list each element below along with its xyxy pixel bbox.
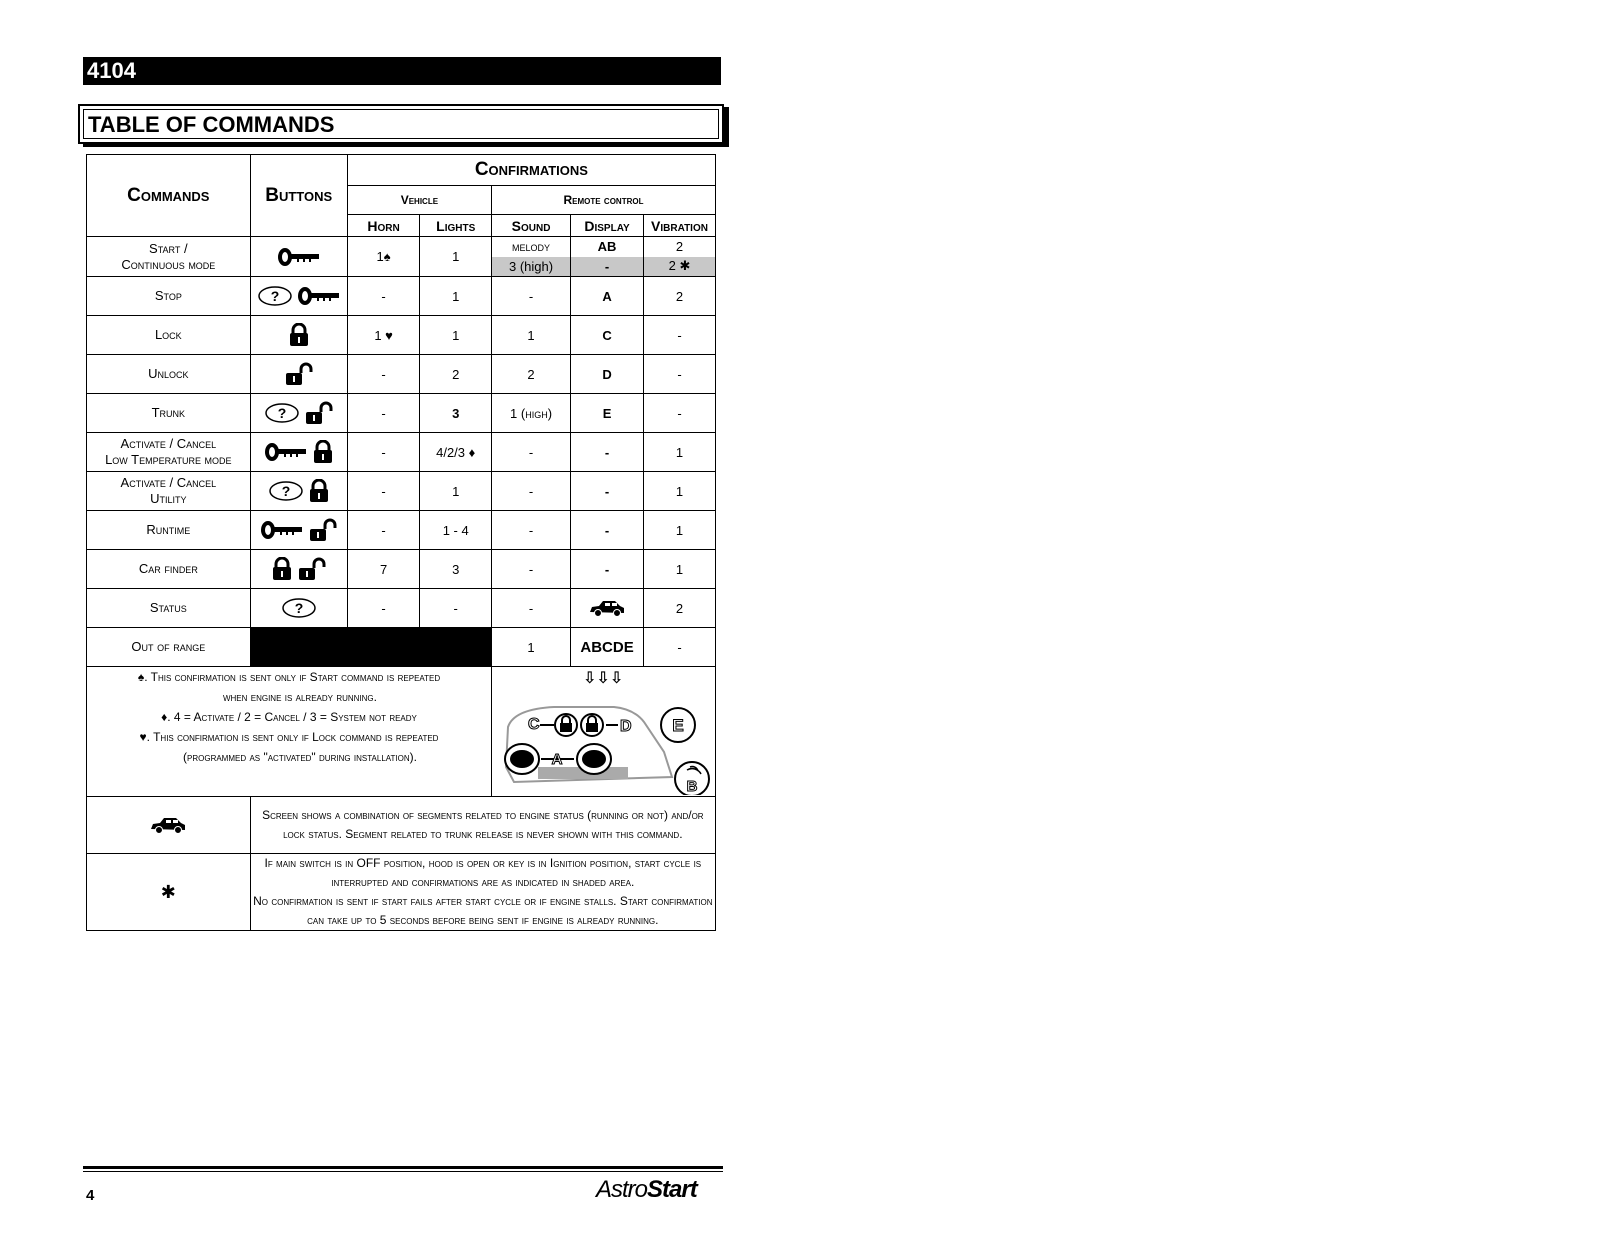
command-name: Unlock xyxy=(87,355,251,394)
key-icon xyxy=(260,520,304,540)
command-name-line2: Continuous mode xyxy=(121,256,216,272)
sound-cell xyxy=(491,237,570,277)
sound-cell: 1 (high) xyxy=(491,394,570,433)
horn-cell: - xyxy=(347,433,420,472)
command-cell xyxy=(87,433,251,472)
sound-cell: - xyxy=(491,433,570,472)
horn-cell: - xyxy=(347,355,420,394)
segment-label-c: C xyxy=(528,716,541,733)
command-cell xyxy=(87,472,251,511)
lights-cell: 2 xyxy=(420,355,492,394)
header-confirmations: Confirmations xyxy=(347,155,715,186)
buttons-cell xyxy=(250,511,347,550)
note-diamond: ♦. 4 = Activate / 2 = Cancel / 3 = System not ready xyxy=(161,710,417,724)
table-row xyxy=(87,355,716,394)
svg-text:?: ? xyxy=(277,405,287,421)
sound-cell: 1 xyxy=(491,316,570,355)
page-title: TABLE OF COMMANDS xyxy=(83,109,719,139)
command-name: Lock xyxy=(87,316,251,355)
display-value-shaded: - xyxy=(571,257,643,277)
notes-row xyxy=(87,667,716,797)
table-row xyxy=(87,628,716,667)
lock-icon xyxy=(271,557,293,581)
notes-cell xyxy=(87,667,492,797)
display-cell: C xyxy=(571,316,644,355)
sound-cell: - xyxy=(491,589,570,628)
display-cell: - xyxy=(571,511,644,550)
vibration-value: 2 xyxy=(675,239,684,255)
vibration-cell: - xyxy=(644,316,716,355)
header-display: Display xyxy=(571,215,644,237)
command-name-line2: Utility xyxy=(150,491,187,506)
brand-logo-part2: Start xyxy=(647,1176,697,1203)
sound-value-shaded: 3 (high) xyxy=(492,257,570,277)
key-icon xyxy=(277,247,321,267)
lights-cell: 3 xyxy=(420,550,492,589)
page-title-box xyxy=(78,104,724,144)
footnote-row-car xyxy=(87,797,716,854)
table-row xyxy=(87,277,716,316)
command-name-line2: Low Temperature mode xyxy=(105,452,232,467)
lights-cell: 1 xyxy=(420,237,492,277)
commands-table xyxy=(86,154,716,931)
vibration-cell: - xyxy=(644,394,716,433)
header-sound: Sound xyxy=(491,215,570,237)
lights-cell: 3 xyxy=(420,394,492,433)
model-number-bar xyxy=(83,57,721,85)
svg-text:?: ? xyxy=(270,288,280,304)
question-button-icon xyxy=(281,597,317,619)
table-row xyxy=(87,316,716,355)
sound-value: melody xyxy=(512,239,551,255)
footnote-star-text-2: No confirmation is sent if start fails after start cycle or if engine stalls. Start confirmation can take up to 5 seconds before being sent if engine is already running. xyxy=(253,894,713,927)
display-cell: A xyxy=(571,277,644,316)
buttons-cell xyxy=(250,277,347,316)
vibration-cell: 2 xyxy=(644,277,716,316)
segment-label-d: D xyxy=(620,718,633,735)
question-button-icon xyxy=(257,285,293,307)
lights-cell: - xyxy=(420,589,492,628)
sound-cell: 1 xyxy=(491,628,570,667)
horn-cell: - xyxy=(347,277,420,316)
unlock-icon xyxy=(304,401,334,425)
header-remote-control: Remote control xyxy=(491,186,715,215)
lights-cell: 1 xyxy=(420,472,492,511)
segment-label-a: A xyxy=(552,751,563,768)
car-status-icon xyxy=(149,815,187,835)
header-buttons: Buttons xyxy=(250,155,347,237)
svg-text:?: ? xyxy=(281,483,291,499)
header-commands: Commands xyxy=(87,155,251,237)
display-cell: ABCDE xyxy=(571,628,644,667)
header-vibration: Vibration xyxy=(644,215,716,237)
display-cell: - xyxy=(571,433,644,472)
command-cell xyxy=(87,237,251,277)
sound-cell: - xyxy=(491,511,570,550)
buttons-cell xyxy=(250,589,347,628)
header-lights: Lights xyxy=(420,215,492,237)
vibration-cell: - xyxy=(644,628,716,667)
horn-cell: 1 ♥ xyxy=(347,316,420,355)
key-icon xyxy=(297,286,341,306)
table-row xyxy=(87,472,716,511)
page-number: 4 xyxy=(86,1187,95,1204)
note-heart-cont: (programmed as "activated" during installation). xyxy=(183,750,417,764)
command-name: Car finder xyxy=(87,550,251,589)
lights-cell: 1 - 4 xyxy=(420,511,492,550)
down-arrows: ⇩⇩⇩ xyxy=(583,668,624,687)
lock-icon xyxy=(312,440,334,464)
vibration-cell: 1 xyxy=(644,472,716,511)
lights-cell: 4/2/3 ♦ xyxy=(420,433,492,472)
vibration-cell xyxy=(644,237,716,277)
table-row xyxy=(87,550,716,589)
sound-cell: - xyxy=(491,472,570,511)
buttons-cell xyxy=(250,394,347,433)
lights-cell: 1 xyxy=(420,277,492,316)
unlock-icon xyxy=(284,362,314,386)
display-diagram-cell xyxy=(491,667,715,797)
footer-rule xyxy=(83,1166,723,1169)
header-horn: Horn xyxy=(347,215,420,237)
lights-cell-blacked xyxy=(420,628,492,667)
buttons-cell xyxy=(250,472,347,511)
display-cell xyxy=(571,589,644,628)
header-vehicle: Vehicle xyxy=(347,186,491,215)
note-spade: ♠. This confirmation is sent only if Start command is repeated xyxy=(137,670,441,684)
command-name: Runtime xyxy=(87,511,251,550)
sound-cell: - xyxy=(491,277,570,316)
segment-label-e: E xyxy=(672,716,685,735)
command-name: Status xyxy=(87,589,251,628)
model-number: 4104 xyxy=(87,58,136,83)
unlock-icon xyxy=(297,557,327,581)
table-row xyxy=(87,433,716,472)
command-name: Activate / Cancel xyxy=(120,475,217,490)
horn-cell: 7 xyxy=(347,550,420,589)
question-button-icon xyxy=(264,402,300,424)
car-status-icon xyxy=(588,598,626,618)
svg-text:?: ? xyxy=(294,600,303,616)
horn-cell: - xyxy=(347,394,420,433)
footnote-car-text: Screen shows a combination of segments related to engine status (running or not) and/or lock status. Segment related to trunk release is never shown with this command. xyxy=(250,797,715,854)
vibration-value-shaded: 2 ✱ xyxy=(644,257,715,277)
unlock-icon xyxy=(308,518,338,542)
segment-label-b: B xyxy=(687,778,698,795)
horn-cell: - xyxy=(347,472,420,511)
question-button-icon xyxy=(268,480,304,502)
buttons-cell xyxy=(250,433,347,472)
vibration-cell: 1 xyxy=(644,550,716,589)
display-cell: E xyxy=(571,394,644,433)
brand-logo xyxy=(596,1176,697,1204)
horn-cell-blacked xyxy=(347,628,420,667)
key-icon xyxy=(264,442,308,462)
sound-cell: - xyxy=(491,550,570,589)
buttons-cell xyxy=(250,550,347,589)
lock-icon xyxy=(308,479,330,503)
vibration-cell: 1 xyxy=(644,511,716,550)
horn-cell: - xyxy=(347,511,420,550)
table-row xyxy=(87,394,716,433)
buttons-cell xyxy=(250,355,347,394)
buttons-cell xyxy=(250,237,347,277)
lights-cell: 1 xyxy=(420,316,492,355)
vibration-cell: 2 xyxy=(644,589,716,628)
note-spade-cont: when engine is already running. xyxy=(222,690,377,704)
vibration-cell: 1 xyxy=(644,433,716,472)
display-value: AB xyxy=(597,239,617,255)
command-name: Stop xyxy=(87,277,251,316)
note-heart: ♥. This confirmation is sent only if Lock command is repeated xyxy=(139,730,439,744)
table-row xyxy=(87,589,716,628)
sound-cell: 2 xyxy=(491,355,570,394)
lock-icon xyxy=(288,323,310,347)
table-row xyxy=(87,511,716,550)
command-name: Trunk xyxy=(87,394,251,433)
buttons-cell-blacked xyxy=(250,628,347,667)
table-row xyxy=(87,237,716,277)
horn-cell: - xyxy=(347,589,420,628)
command-name: Activate / Cancel xyxy=(120,436,217,451)
remote-display-diagram xyxy=(494,667,712,795)
footnote-symbol-cell xyxy=(87,797,251,854)
footnote-row-star xyxy=(87,854,716,931)
buttons-cell xyxy=(250,316,347,355)
display-cell xyxy=(571,237,644,277)
display-cell: - xyxy=(571,472,644,511)
command-name: Out of range xyxy=(87,628,251,667)
footnote-star-cell xyxy=(250,854,715,931)
footnote-star-symbol: ✱ xyxy=(87,854,251,931)
brand-logo-part1: Astro xyxy=(596,1176,648,1203)
footer-rule-thin xyxy=(83,1171,723,1172)
display-cell: - xyxy=(571,550,644,589)
display-cell: D xyxy=(571,355,644,394)
command-name: Start / xyxy=(149,240,188,256)
horn-cell: 1♠ xyxy=(347,237,420,277)
vibration-cell: - xyxy=(644,355,716,394)
footnote-star-text-1: If main switch is in OFF position, hood is open or key is in Ignition position, start cycle is interrupted and confirmations are as indicated in shaded area. xyxy=(264,856,702,889)
